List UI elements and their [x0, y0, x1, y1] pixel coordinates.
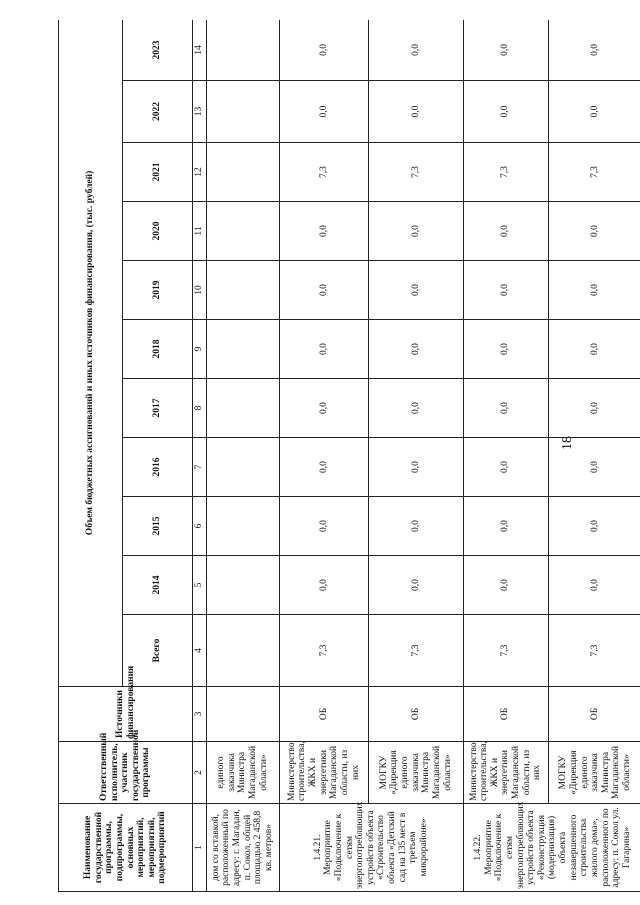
- header-total: Всего: [123, 615, 193, 687]
- column-number: 10: [193, 261, 207, 320]
- value-cell: 0,0: [279, 261, 369, 320]
- value-cell: 0,0: [369, 320, 463, 379]
- row-source: ОБ: [369, 687, 463, 742]
- value-cell: 0,0: [279, 556, 369, 615]
- header-year: 2016: [123, 438, 193, 497]
- column-number: 12: [193, 143, 207, 202]
- value-cell: 0,0: [463, 497, 548, 556]
- row-name: дом со вставкой, расположенный по адресу: г. Магадан, п. Сокол, общей площадью 2 458,8 кв. метров»: [206, 804, 279, 892]
- rotated-table-container: [58, 20, 640, 892]
- value-cell: 0,0: [548, 497, 640, 556]
- value-cell: 7,3: [279, 615, 369, 687]
- column-number: 2: [193, 742, 207, 804]
- value-cell: 0,0: [548, 438, 640, 497]
- value-cell: 0,0: [548, 20, 640, 81]
- value-cell: 0,0: [463, 20, 548, 81]
- value-cell: 0,0: [369, 438, 463, 497]
- value-cell: 0,0: [369, 202, 463, 261]
- page-number: 18: [560, 436, 575, 450]
- row-executor: Министерство строительства, ЖКХ и энергетики Магаданской области, из них: [463, 742, 548, 804]
- table-row: [369, 20, 463, 892]
- value-cell: 0,0: [279, 202, 369, 261]
- value-cell: 0,0: [548, 556, 640, 615]
- value-cell: 0,0: [279, 20, 369, 81]
- value-cell: 0,0: [369, 556, 463, 615]
- value-cell: 0,0: [369, 20, 463, 81]
- table-row: [463, 20, 548, 892]
- value-cell: 7,3: [369, 143, 463, 202]
- table-row: [279, 20, 369, 892]
- row-source: ОБ: [279, 687, 369, 742]
- value-cell: 7,3: [463, 143, 548, 202]
- value-cell: 0,0: [463, 320, 548, 379]
- document-frame: [58, 20, 640, 892]
- column-number: 7: [193, 438, 207, 497]
- column-number: 13: [193, 81, 207, 143]
- row-source: ОБ: [463, 687, 548, 742]
- header-year: 2020: [123, 202, 193, 261]
- row-name: 1.4.21. Мероприятие «Подключение к сетям энергопотребляющих устройств объекта «Строительство объекта «Детский сад на 135 мест в третьем микрорайоне»: [279, 804, 463, 892]
- header-funding-title: Объем бюджетных ассигнований и иных источников финансирования, (тыс. рублей): [59, 20, 123, 687]
- value-cell: 0,0: [548, 320, 640, 379]
- value-cell: 0,0: [463, 261, 548, 320]
- column-number: 5: [193, 556, 207, 615]
- column-number: 3: [193, 687, 207, 742]
- value-cell: 0,0: [548, 379, 640, 438]
- value-cell: 0,0: [548, 261, 640, 320]
- column-number: 9: [193, 320, 207, 379]
- value-cell: 7,3: [279, 143, 369, 202]
- value-cell: 0,0: [463, 556, 548, 615]
- header-year: 2018: [123, 320, 193, 379]
- row-executor: МОГКУ «Дирекция единого заказчика Министра Магаданской области»: [369, 742, 463, 804]
- row-source: ОБ: [548, 687, 640, 742]
- value-cell: 0,0: [369, 497, 463, 556]
- value-cell: 0,0: [369, 379, 463, 438]
- column-number: 11: [193, 202, 207, 261]
- value-cell: 0,0: [463, 81, 548, 143]
- value-cell: 0,0: [463, 379, 548, 438]
- header-year: 2015: [123, 497, 193, 556]
- table-row: [548, 20, 640, 892]
- value-cell: 0,0: [369, 81, 463, 143]
- column-number: 8: [193, 379, 207, 438]
- value-cell: 0,0: [548, 81, 640, 143]
- value-cell: 7,3: [369, 615, 463, 687]
- value-cell: 0,0: [548, 202, 640, 261]
- value-cell: 0,0: [463, 202, 548, 261]
- budget-table: [58, 20, 640, 892]
- column-number: 14: [193, 20, 207, 81]
- header-year: 2023: [123, 20, 193, 81]
- header-executor: Ответственный исполнитель, участник государственной программы: [59, 742, 193, 804]
- column-number: 6: [193, 497, 207, 556]
- row-executor: единого заказчика Министра Магаданской области»: [206, 742, 279, 804]
- header-year: 2014: [123, 556, 193, 615]
- header-source: Источники финансирования: [59, 687, 193, 742]
- value-cell: 7,3: [463, 615, 548, 687]
- row-executor: Министерство строительства, ЖКХ и энергетики Магаданской области, из них: [279, 742, 369, 804]
- value-cell: 0,0: [463, 438, 548, 497]
- value-cell: 0,0: [279, 81, 369, 143]
- value-cell: 0,0: [279, 379, 369, 438]
- table-row: [206, 20, 279, 892]
- value-cell: 0,0: [369, 261, 463, 320]
- value-cell: 0,0: [279, 497, 369, 556]
- value-cell: 7,3: [548, 143, 640, 202]
- value-cell: 0,0: [279, 438, 369, 497]
- row-source: [206, 687, 279, 742]
- row-executor: МОГКУ «Дирекция единого заказчика Министра Магаданской области»: [548, 742, 640, 804]
- header-year: 2019: [123, 261, 193, 320]
- row-name: 1.4.22. Мероприятие «Подключение к сетям энергопотребляющих устройств объекта «Реконструкция (модернизация) объекта незавершенного строительства жилого дома», расположенного по адресу: п. Сокол ул. Гагарина»: [463, 804, 640, 892]
- header-name: Наименование государственной программы, подпрограммы, основных мероприятий, мероприятий, подмероприятий: [59, 804, 193, 892]
- column-number: 1: [193, 804, 207, 892]
- column-number: 4: [193, 615, 207, 687]
- header-year: 2021: [123, 143, 193, 202]
- header-year: 2017: [123, 379, 193, 438]
- value-cell: 7,3: [548, 615, 640, 687]
- header-year: 2022: [123, 81, 193, 143]
- value-cell: 0,0: [279, 320, 369, 379]
